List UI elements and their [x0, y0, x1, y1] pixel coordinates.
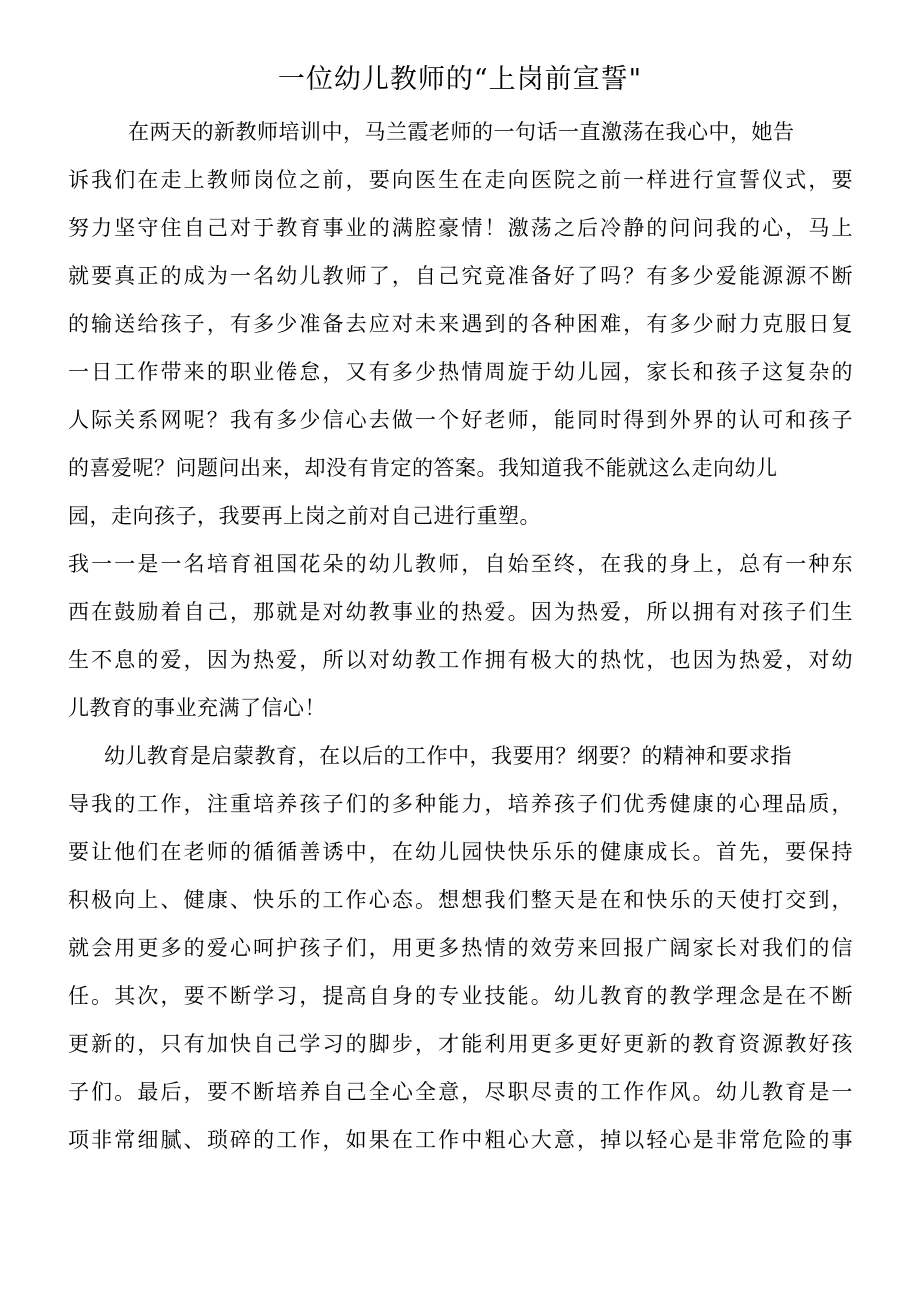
- text-line: 努力坚守住自己对于教育事业的满腔豪情！激荡之后冷静的问问我的心，马上: [68, 216, 853, 240]
- text-line: 生不息的爱，因为热爱，所以对幼教工作拥有极大的热忱，也因为热爱，对幼: [68, 648, 853, 672]
- text-line: 儿教育的事业充满了信心！: [68, 696, 326, 720]
- text-line: 我一一是一名培育祖国花朵的幼儿教师，自始至终，在我的身上，总有一种东: [68, 552, 853, 576]
- text-line: 一日工作带来的职业倦怠，又有多少热情周旋于幼儿园，家长和孩子这复杂的: [68, 360, 853, 384]
- text-line: 就要真正的成为一名幼儿教师了，自己究竟准备好了吗？有多少爱能源源不断: [68, 264, 853, 288]
- text-line: 导我的工作，注重培养孩子们的多种能力，培养孩子们优秀健康的心理品质，: [68, 792, 853, 816]
- text-line: 幼儿教育是启蒙教育，在以后的工作中，我要用？纲要？的精神和要求指: [104, 744, 792, 768]
- text-line: 诉我们在走上教师岗位之前，要向医生在走向医院之前一样进行宣誓仪式，要: [68, 168, 853, 192]
- text-line: 就会用更多的爱心呵护孩子们，用更多热情的效劳来回报广阔家长对我们的信: [68, 936, 853, 960]
- text-line: 西在鼓励着自己，那就是对幼教事业的热爱。因为热爱，所以拥有对孩子们生: [68, 600, 853, 624]
- text-line: 在两天的新教师培训中，马兰霞老师的一句话一直激荡在我心中，她告: [128, 120, 795, 144]
- text-line: 的喜爱呢？问题问出来，却没有肯定的答案。我知道我不能就这么走向幼儿: [68, 456, 778, 480]
- document-title: 一位幼儿教师的“上岗前宣誓": [277, 64, 643, 95]
- text-line: 的输送给孩子，有多少准备去应对未来遇到的各种困难，有多少耐力克服日复: [68, 312, 853, 336]
- text-line: 人际关系网呢？我有多少信心去做一个好老师，能同时得到外界的认可和孩子: [68, 408, 853, 432]
- text-line: 积极向上、健康、快乐的工作心态。想想我们整天是在和快乐的天使打交到，: [68, 888, 853, 912]
- text-line: 要让他们在老师的循循善诱中，在幼儿园快快乐乐的健康成长。首先，要保持: [68, 840, 853, 864]
- text-line: 更新的，只有加快自己学习的脚步，才能利用更多更好更新的教育资源教好孩: [68, 1032, 853, 1056]
- text-line: 项非常细腻、琐碎的工作，如果在工作中粗心大意，掉以轻心是非常危险的事: [68, 1128, 853, 1152]
- text-line: 园，走向孩子，我要再上岗之前对自己进行重塑。: [68, 504, 541, 528]
- text-line: 任。其次，要不断学习，提高自身的专业技能。幼儿教育的教学理念是在不断: [68, 984, 853, 1008]
- text-line: 子们。最后，要不断培养自己全心全意，尽职尽责的工作作风。幼儿教育是一: [68, 1080, 853, 1104]
